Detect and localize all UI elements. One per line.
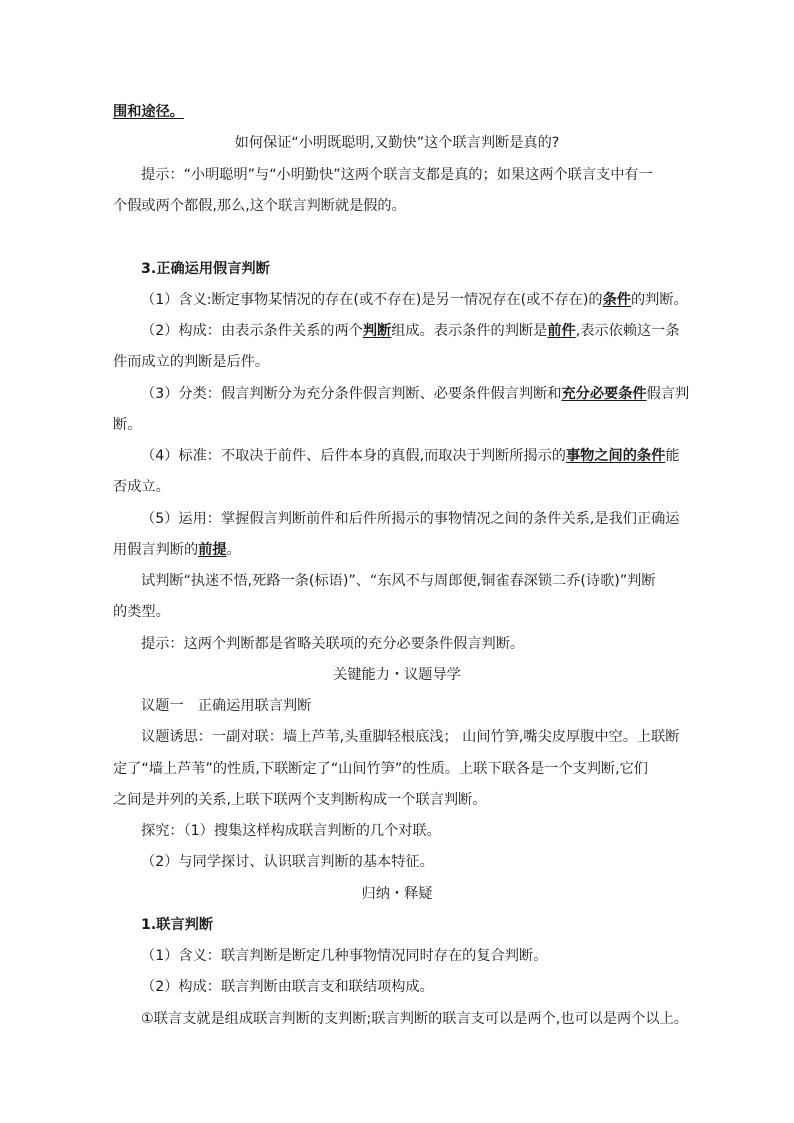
conjunctive-definition-line: （1）含义：联言判断是断定几种事物情况同时存在的复合判断。 <box>141 948 548 964</box>
topic-prompt-line: 议题诱思：一副对联：墙上芦苇,头重脚轻根底浅； 山间竹笋,嘴尖皮厚腹中空。上联断 <box>141 729 680 745</box>
section-heading-1: 1.联言判断 <box>141 917 214 933</box>
keyword-sufficient-necessary: 充分必要条件 <box>561 386 647 402</box>
text-line-14: 用假言判断的前提。 <box>113 542 241 558</box>
text-line-22: 之间是并列的关系,上联下联两个支判断构成一个联言判断。 <box>113 792 487 808</box>
keyword-conditions-between-things: 事物之间的条件 <box>565 448 666 464</box>
topic-one-heading: 议题一 正确运用联言判断 <box>141 698 312 714</box>
hint-line: 提示：这两个判断都是省略关联项的充分必要条件假言判断。 <box>141 636 525 652</box>
question-line: 如何保证“小明既聪明,又勤快”这个联言判断是真的? <box>234 135 560 151</box>
application-line: （5）运用：掌握假言判断前件和后件所揭示的事物情况之间的条件关系,是我们正确运 <box>141 511 680 527</box>
keyword-premise: 前提 <box>198 542 227 558</box>
explore-line: 探究：（1）搜集这样构成联言判断的几个对联。 <box>141 823 441 839</box>
text-line-10: 断。 <box>113 417 142 433</box>
exercise-line: 试判断“执迷不悟,死路一条(标语)”、“东风不与周郎便,铜雀春深锁二乔(诗歌)”判断 <box>141 573 656 589</box>
composition-line: （2）构成：由表示条件关系的两个判断组成。表示条件的判断是前件,表示依赖这一条 <box>141 323 680 339</box>
section-heading-3: 3.正确运用假言判断 <box>141 261 270 277</box>
standard-line: （4）标准：不取决于前件、后件本身的真假,而取决于判断所揭示的事物之间的条件能 <box>141 448 680 464</box>
conjunctive-composition-line: （2）构成：联言判断由联言支和联结项构成。 <box>141 979 434 995</box>
text-line-16: 的类型。 <box>113 604 170 620</box>
text-line-3: 提示：“小明聪明”与“小明勤快”这两个联言支都是真的；如果这两个联言支中有一 <box>141 167 653 183</box>
definition-line: （1）含义:断定事物某情况的存在(或不存在)是另一情况存在(或不存在)的条件的判断。 <box>141 292 688 308</box>
classification-line: （3）分类：假言判断分为充分条件假言判断、必要条件假言判断和充分必要条件假言判 <box>141 386 690 402</box>
keyword-judgment: 判断 <box>362 323 392 339</box>
explore-line-2: （2）与同学探讨、认识联言判断的基本特征。 <box>141 854 434 870</box>
text-line-21: 定了“墙上芦苇”的性质,下联断定了“山间竹笋”的性质。上联下联各是一个支判断,它们 <box>113 761 648 777</box>
section-title-summary: 归纳・释疑 <box>361 886 433 902</box>
section-title-key-abilities: 关键能力・议题导学 <box>333 667 461 683</box>
text-line-12: 否成立。 <box>113 479 170 495</box>
keyword-antecedent: 前件 <box>547 323 576 339</box>
text-line-1: 围和途径。 <box>113 104 184 120</box>
text-line-4: 个假或两个都假,那么,这个联言判断就是假的。 <box>113 198 406 214</box>
text-line-8: 件而成立的判断是后件。 <box>113 354 270 370</box>
keyword-condition: 条件 <box>602 292 631 308</box>
conjunct-note-line: ①联言支就是组成联言判断的支判断;联言判断的联言支可以是两个,也可以是两个以上。 <box>141 1011 688 1027</box>
